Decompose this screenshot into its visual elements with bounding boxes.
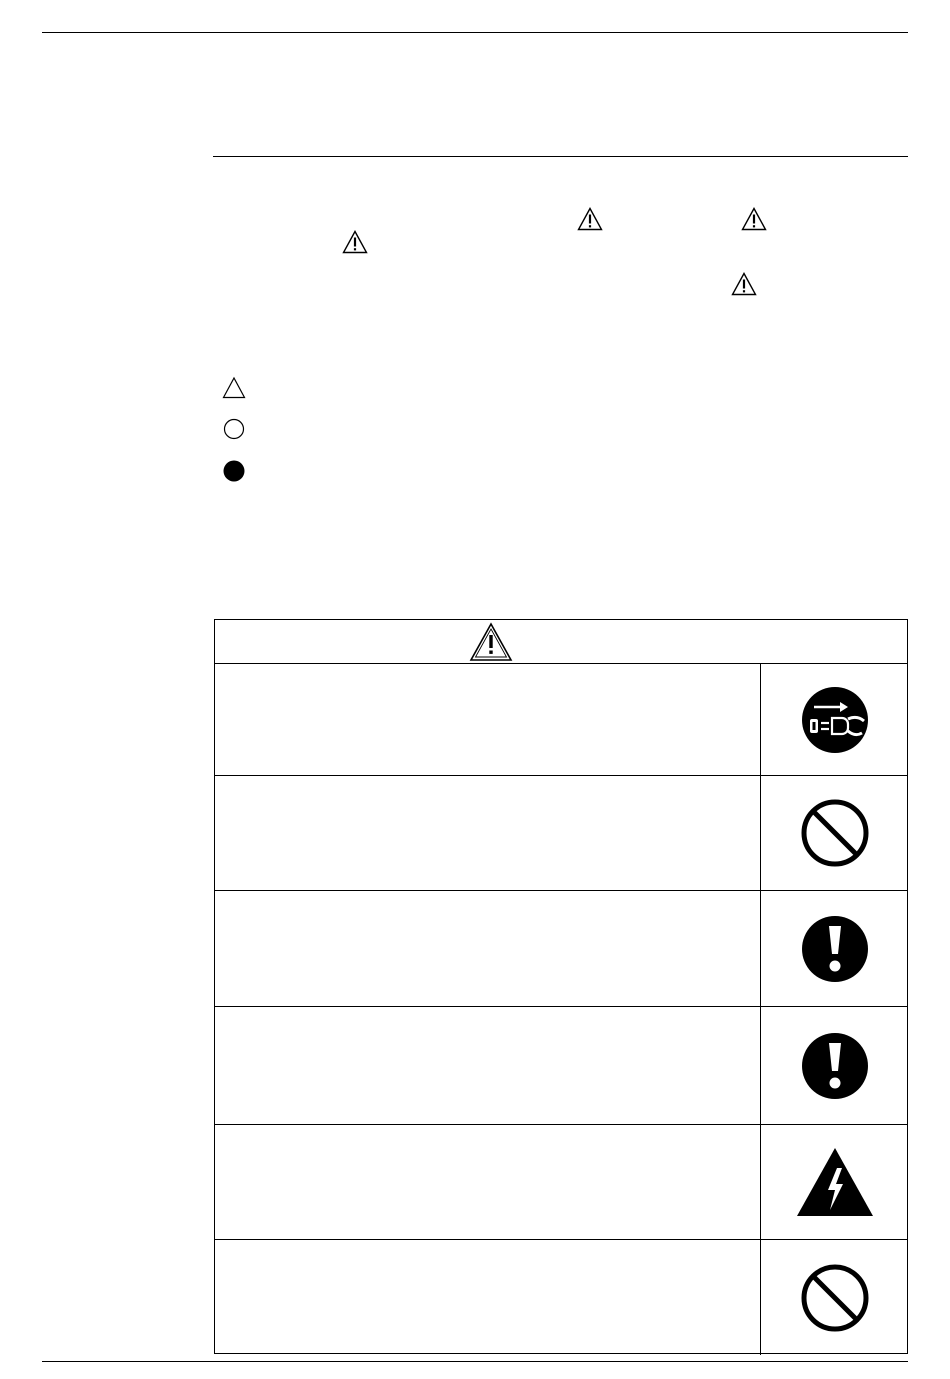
warning-row	[215, 1125, 907, 1240]
warning-row-text	[215, 1240, 761, 1355]
triangle-outline-icon	[222, 376, 246, 400]
warning-row-symbol	[762, 1240, 907, 1355]
warning-row-symbol	[762, 1007, 907, 1124]
warning-row-symbol	[762, 891, 907, 1006]
warning-triangle-icon	[577, 207, 603, 231]
warning-row	[215, 664, 907, 776]
mandatory-action-icon	[800, 914, 870, 984]
warning-row-text	[215, 1125, 761, 1239]
circle-outline-icon	[222, 417, 246, 441]
warning-triangle-icon	[342, 230, 368, 254]
warning-table-header	[215, 620, 907, 664]
warning-row-text	[215, 664, 761, 775]
unplug-icon	[800, 685, 870, 755]
warning-triangle-icon	[469, 622, 513, 662]
warning-row-text	[215, 776, 761, 890]
top-rule	[42, 32, 908, 33]
warning-triangle-icon	[731, 272, 757, 296]
prohibited-icon	[800, 798, 870, 868]
warning-row-text	[215, 1007, 761, 1124]
warning-row	[215, 1240, 907, 1355]
mandatory-action-icon	[800, 1031, 870, 1101]
circle-filled-icon	[222, 459, 246, 483]
warning-row-symbol	[762, 776, 907, 890]
prohibited-icon	[800, 1263, 870, 1333]
electric-shock-icon	[795, 1146, 875, 1218]
warning-row-symbol	[762, 664, 907, 775]
warning-row-symbol	[762, 1125, 907, 1239]
section-rule	[213, 156, 908, 157]
warning-row-text	[215, 891, 761, 1006]
warning-row	[215, 1007, 907, 1125]
warning-triangle-icon	[741, 207, 767, 231]
warning-row	[215, 776, 907, 891]
bottom-rule	[42, 1361, 908, 1362]
warning-table	[214, 619, 908, 1354]
warning-row	[215, 891, 907, 1007]
